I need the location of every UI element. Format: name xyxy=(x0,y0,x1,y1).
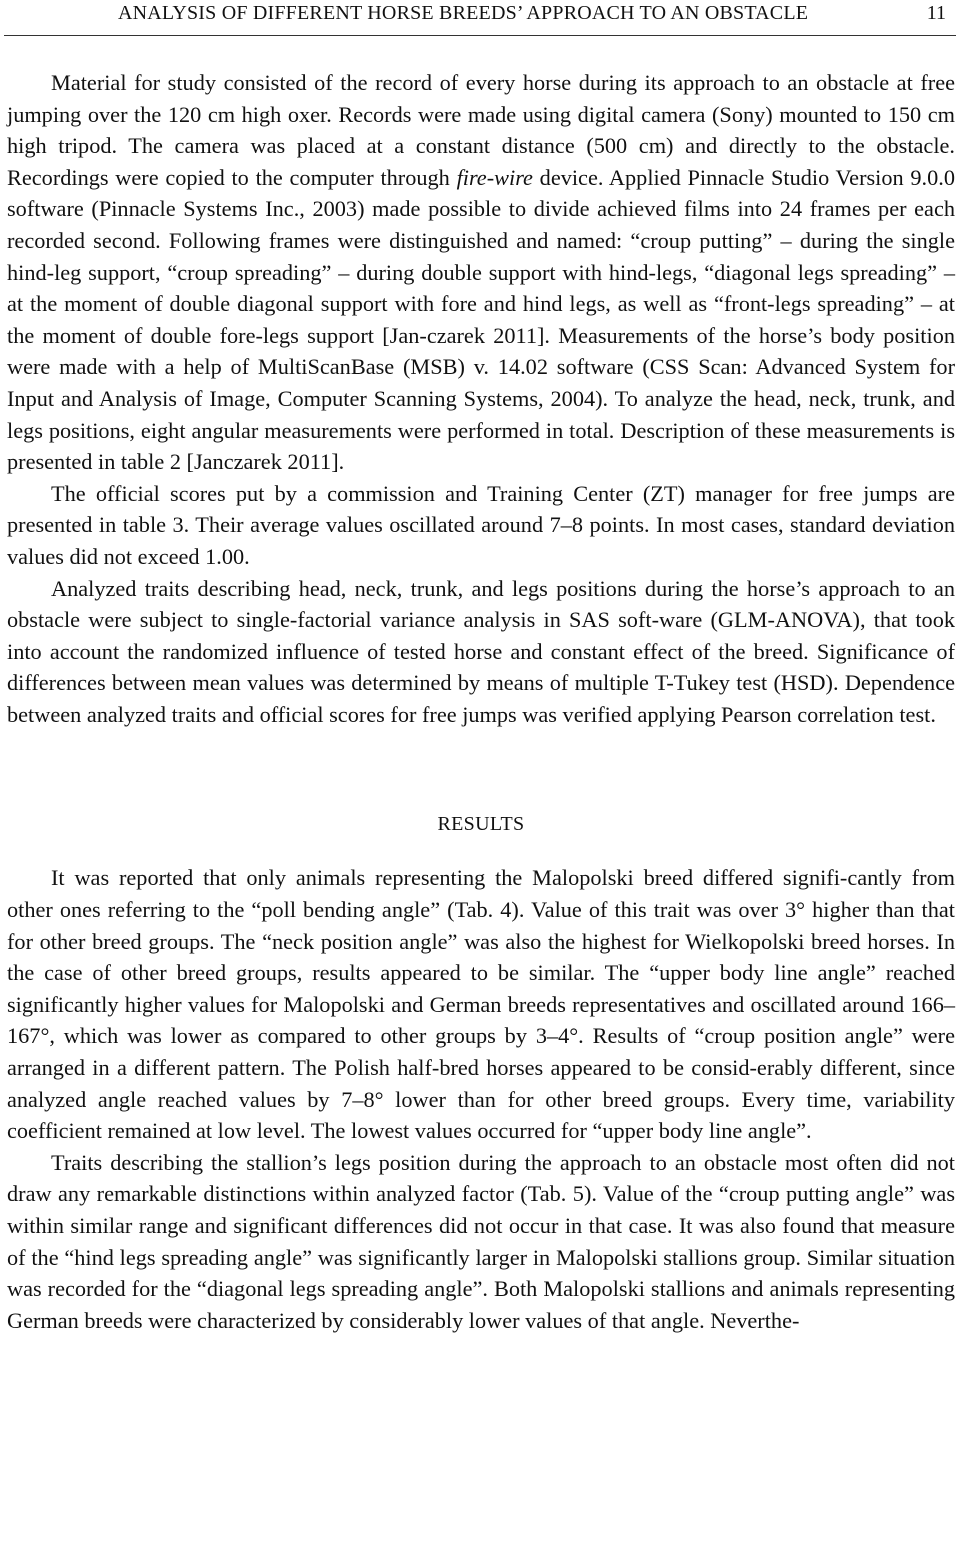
methods-paragraph-1-part-a: Material for study consisted of the record of every horse during its approach to an obstacle at free jumping over the 120 cm high oxer. Records were made using digital camera (Sony) mounted to 150 cm high tripod. The camera was placed at a constant distance (500 cm) and directly to the obstacle. Recordings were copied to the computer through xyxy=(7,70,955,190)
results-paragraph-2: Traits describing the stallion’s legs position during the approach to an obstacle most often did not draw any remarkable distinctions within analyzed factor (Tab. 5). Value of the “croup putting angle” was within similar range and significant differences did not occur in that case. It was also found that measure of the “hind legs spreading angle” was significantly larger in Malopolski stallions group. Similar situation was recorded for the “diagonal legs spreading angle”. Both Malopolski stallions and animals representing German breeds were characterized by considerably lower values of that angle. Neverthe- xyxy=(7,1149,955,1333)
results-heading: RESULTS xyxy=(437,813,525,836)
running-title: ANALYSIS OF DIFFERENT HORSE BREEDS’ APPROACH TO AN OBSTACLE xyxy=(118,2,809,24)
results-paragraph-1: It was reported that only animals representing the Malopolski breed differed signifi-cantly from other ones referring to the “poll bending angle” (Tab. 4). Value of this trait was over 3° higher than that for other breed groups. The “neck position angle” was also the highest for Wielkopolski breed horses. In the case of other breed groups, results appeared to be similar. The “upper body line angle” reached significantly higher values for Malopolski and German breeds representatives and oscillated around 166–167°, which was lower as compared to other groups by 3–4°. Results of “croup position angle” were arranged in a different pattern. The Polish half-bred horses appeared to be consid-erably different, since analyzed angle reached values by 7–8° lower than for other breed groups. Every time, variability coefficient remained at low level. The lowest values occurred for “upper body line angle”. xyxy=(7,865,955,1144)
methods-paragraph-1 xyxy=(7,67,955,478)
running-header xyxy=(0,0,960,36)
fire-wire-term: fire-wire xyxy=(456,164,533,190)
body-text xyxy=(7,67,955,1336)
page-number: 11 xyxy=(926,2,946,24)
methods-paragraph-3: Analyzed traits describing head, neck, trunk, and legs positions during the horse’s approach to an obstacle were subject to single-factorial variance analysis in SAS soft-ware (GLM-ANOVA), that took into account the randomized influence of tested horse and constant effect of the breed. Significance of differences between mean values was determined by means of multiple T-Tukey test (HSD). Dependence between analyzed traits and official scores for free jumps was verified applying Pearson correlation test. xyxy=(7,575,955,727)
header-rule xyxy=(4,35,956,36)
methods-paragraph-2: The official scores put by a commission and Training Center (ZT) manager for free jumps are presented in table 3. Their average values oscillated around 7–8 points. In most cases, standard deviation values did not exceed 1.00. xyxy=(7,480,955,569)
methods-paragraph-1-part-b: device. Applied Pinnacle Studio Version 9.0.0 software (Pinnacle Systems Inc., 2003) made possible to divide achieved films into 24 frames per each recorded second. Following frames were distinguished and named: “croup putting” – during the single hind-leg support, “croup spreading” – during double support with hind-legs, “diagonal legs spreading” – at the moment of double diagonal support with fore and hind legs, as well as “front-legs spreading” – at the moment of double fore-legs support [Jan-czarek 2011]. Measurements of the horse’s body position were made with a help of MultiScanBase (MSB) v. 14.02 software (CSS Scan: Advanced System for Input and Analysis of Image, Computer Scanning Systems, 2004). To analyze the head, neck, trunk, and legs positions, eight angular measurements were performed in total. Description of these measurements is presented in table 2 [Janczarek 2011]. xyxy=(7,164,955,475)
